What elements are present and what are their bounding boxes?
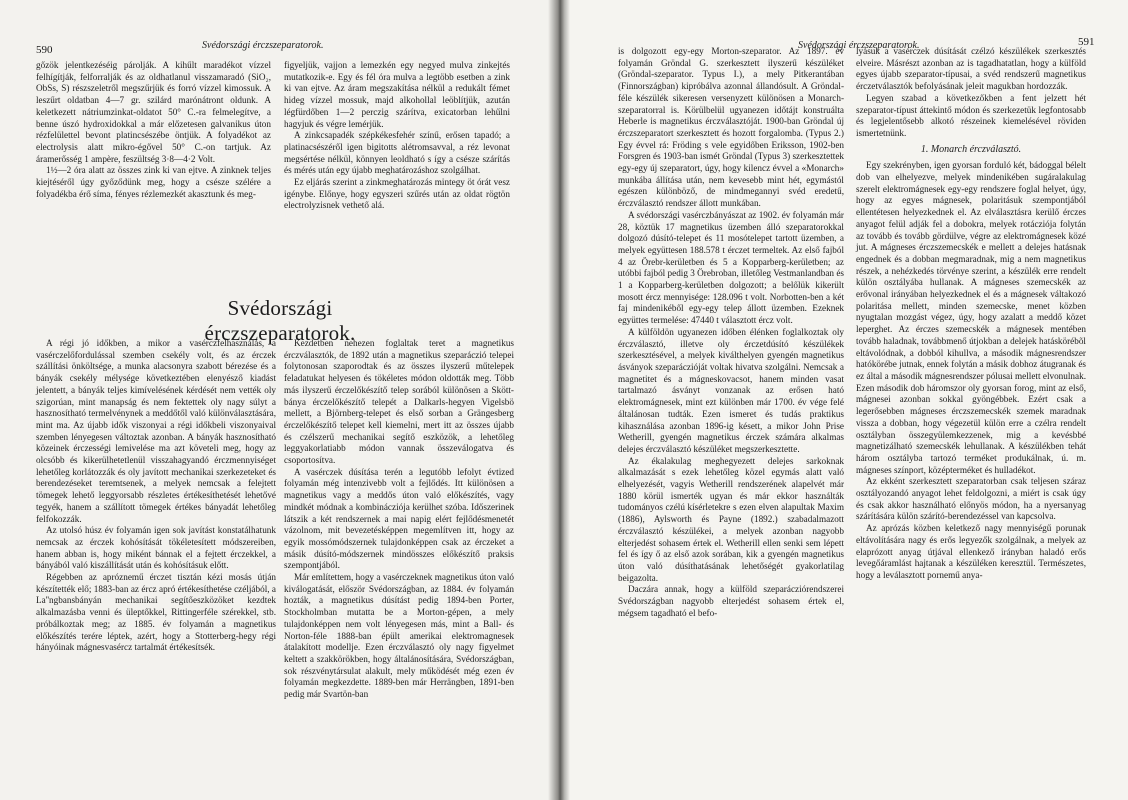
running-head: Svédországi érczszeparatorok.: [202, 40, 324, 51]
book-gutter: [548, 0, 570, 800]
article-title: Svédországi érczszeparatorok.: [204, 296, 356, 345]
paragraph: A vasérczek dúsítása terén a legutóbb lefolyt évtized folyamán még intenzivebb volt a fejlődés. Itt különösen a magnetikus vagy a meddős úton való előkészítés, vagy mindkét módnak a kombinácziója kerülhet szóba. Időszerinek látszik a két rendszernek a mai napig elért fejlődésmenetét vázolnom, mit bevezetésképpen megemlítven itt, hogy az egyik mossómódszernek tulajdonképpen csak az érczeket a másik dúsító-módszernek mindösszes előkészítő praksis szempontjából.: [284, 466, 514, 571]
page-number: 591: [1078, 36, 1095, 48]
paragraph: 1½—2 óra alatt az összes zink ki van ejtve. A zinknek teljes kiejtéséről úgy győződünk meg, hogy a csésze szélére a folyadékba érő síma, fényes rézlemezkét akasztunk és meg-: [36, 165, 271, 199]
paragraph: Legyen szabad a következőkben a fent jelzett hét szeparator-típust áttekintő módon és szerkezetük legfontosabb és legjelentősebb alkotó részeinek kiemelésével röviden ismertetnünk.: [856, 92, 1086, 138]
body-column-2: [284, 338, 514, 701]
paragraph: A svédországi vasérczbányászat az 1902. év folyamán már 28, köztük 17 magnetikus üzemben álló szeparatorokkal dolgozó dúsító-telepet és 11 mosótelepet tartott üzemben, a melyek együttesen 188.578 t érczet termeltek. Az első fajból 4 az Örebr-kerületben és 5 a Kopparberg-kerületben; az utóbbi fajból pedig 3 Örebroban, illetőleg Vestmanlandban és 1 a Kopparberg-kerületben dolgozott; a belőlük kikerült mosott ércz mennyisége: 128.096 t volt. Norbotten-ben a két faj mindenikéből egy-egy telep állott üzemben. Ezeknek együttes termelése: 47440 t választott ércz volt.: [618, 209, 844, 326]
paragraph: Kezdetben nehezen foglaltak teret a magnetikus érczválasztók, de 1892 után a magnetikus szeparáczió telepei folytonosan szaporodtak és az összes ilyszerű műtelepek feladatukat helyesen és tökéletes módon oldották meg. Több más ilyszerű érczelőkészítő telep sorából különösen a Skött-bánya érczelőkészítő telepét a Dalkarls-hegyen Vigelsbö mellett, a Björnberg-telepet és első sorban a Grängesberg érczelőkészítő telepet kell kiemelni, mert itt az összes újabb és czélszerű mechanikai segítő eszközök, a lehetőleg leggyakorlatiabb módon vannak összeválogatva és csoportosítva.: [284, 338, 514, 466]
paragraph: figyeljük, vajjon a lemezkén egy negyed mulva zinkejtés mutatkozik-e. Egy és fél óra mulva a legtöbb esetben a zink ki van ejtve. Az áram megszakítása nélkül a redukált fémet hideg vízzel mossuk, majd alkohollal leöblítjük, azután légfürdőben 1—2 perczig szárítva, exicatorban lehűlni hagyjuk és végre lemérjük.: [284, 60, 510, 129]
paragraph: gőzök jelentkezéséig párolják. A kihűlt maradékot vízzel felhígítják, felforralják és az oldhatlanul visszamaradó (SiO₂, ObSs, S) részszeletről megszűrjük és forró vízzel kimossuk. A leszűrt oldatban 4—7 gr. szilárd marónátront oldunk. A keletkezett nátriumzinkat-oldatot 50° C.-ra felmelegítve, a benne úszó hydroxidokkal a már előzetesen galvanikus úton rézfelülettel bevont platincsészébe öntjük. A folyadékot az electrolysis alatt mikro-égővel 50° C.-on tartjuk. Az áramerősség 1 ampère, feszültség 3·8—4·2 Volt.: [36, 60, 271, 164]
paragraph: Ez eljárás szerint a zinkmeghatározás mintegy öt órát vesz igénybe. Előnye, hogy egyszeri szűrés után az oldat rögtön electrolyzisnek vethető alá.: [284, 177, 510, 211]
running-head: Svédországi érczszeparatorok.: [798, 40, 920, 51]
paragraph: Már említettem, hogy a vasérczeknek magnetikus úton való kiválogatását, először Svédországban, az 1884. év folyamán hozták, a magnetikus dúsítást pedig 1894-ben Porter, Stockholmban mutatta be a Morton-gépen, a mely tulajdonképpen nem volt lényegesen más, mint a Ball- és Norton-féle 1888-ban épült amerikai elektromagnesek átalakított modellje. Ezen érczválasztó oly nagy figyelmet keltett a szakkörökben, hogy általánosítására, Svédországban, sok részvénytársulat alakult, mely működését még ezen év folyamán megkezdette. 1889-ben már Herrängben, 1891-ben pedig már Svartön-ban: [284, 572, 514, 700]
page-number: 590: [36, 44, 53, 56]
paragraph: A régi jó időkben, a mikor a vasérczfelhasználás, a vasérczelőfordulással szemben csekély volt, és az érczek szállítási önköltsége, a munka alacsonyra szabott bérezése és a bányák csekély mélysége következtében elenyésző kiadást jelentett, a bányák teljes kimívelésének kérdését nem vették oly szigorúan, mint manapság és nem fektettek oly nagy súlyt a hasznosítható termelvénynek a meddőtől való különválasztására, mint ma. Az újabb idők viszonyai a régi időkbeli viszonyaival szemben lényegesen változtak azonban. A bányák hasznosítható közeinek érczességi lemivelése ma azt követeli meg, hogy az olcsóbb és kikerülhetetlenül visszahagyandó érczmennyiséget lehetőleg korlátozzák és oly javított mechanikai szerkezeteket és berendezéseket teremtsenek, a melyek nemcsak a felejtett tömegek lehető leggyorsabb részletes értékesíthetését lehetővé tegyék, hanem a szállított tömegek értékes bányadát lehetőleg felfokozzák.: [36, 338, 276, 524]
top-column-2: [284, 60, 510, 212]
paragraph: lyásuk a vasérczek dúsítását czélzó készülékek szerkesztés elveire. Másrészt azonban az is tagadhatatlan, hogy a külföld egyes újabb szeparator-típusai, a svéd rendszerű magnetikus érczetválasztók befolyásának jeleit magukban hordozzák.: [856, 46, 1086, 92]
paragraph: A zinkcsapadék szépkékesfehér színű, erősen tapadó; a platinacsészéről igen bigitotts alétromsavval, a réz levonat megsértése nélkül, könnyen leoldható s így a csésze szárítás és mérés után egy újabb meghatározáshoz szolgálhat.: [284, 130, 510, 176]
top-column-1: [36, 60, 271, 200]
body-column-1: [36, 338, 276, 654]
right-page: [556, 0, 1128, 800]
paragraph: is dolgozott egy-egy Morton-szeparator. Az 1897. év folyamán Gröndal G. szerkesztett ilyszerű készüléket (Gröndal-szeparator. Typus I.), a mely Pitkerantában (Finnországban) kipróbálva azonnal állandósult. A Gröndal-féle készülék sikeresen versenyzett különösen a Monarch-szeparatorral is. Körülbelül ugyanezen időtájt konstruálta Heberle is magnetikus érczválasztóját. 1900-ban Gröndal új érczszeparatort szerkesztett és hozott forgalomba. (Typus 2.) Egy évvel rá: Fröding s vele egyidőben Eriksson, 1902-ben Forsgren és 1903-ban ismét Gröndal (Typus 3) szerkesztettek egy-egy új szeparatort, úgy, hogy kilencz évvel a «Monarch» munkába állítása után, nem kevesebb mint hét, egymástól egészen különböző, de mindmegannyi svéd eredetű, érczválasztó rendszer állott munkában.: [618, 46, 844, 209]
paragraph: A külföldön ugyanezen időben élénken foglalkoztak oly érczválasztó, illetve oly érczetdúsító készülékek szerkesztésével, a melyek kiválthelyen gyengén magnetikus ásványok szeparáczióját voltak hivatva szolgálni. Nemcsak a magnetitet és a mágneskovacsot, hanem minden vasat tartalmazó ásványt vonzanak az erősen ható elektromágnesek, mint ezt különben már 1700. év vége felé általánosan tudták. Ezen ismeret és tudás praktikus kihasználása azonban 1896-ig késett, a mikor John Prise Wetherill, gyengén magnetikus érczek számára alkalmas delejes érczválasztó készüléket megszerkesztette.: [618, 326, 844, 454]
right-column-2: [856, 46, 1086, 582]
paragraph: Az ekként szerkesztett szeparatorban csak teljesen száraz osztályozandó anyagot lehet feldolgozni, a miért is csak úgy és csak akkor használható előnyös módon, ha a nyersanyag szárítására külön szárító-berendezéssel van kapcsolva.: [856, 476, 1086, 522]
section-subheading: 1. Monarch érczválasztó.: [920, 143, 1022, 155]
paragraph: Régebben az apróznemű érczet tisztán kézi mosás útján készítették elő; 1883-ban az ércz apró értékesíthetése czéljából, a La''ngbansbányán mechanikai segítőeszközöket kezdtek alkalmazásba venni és üleptőkkel, Rittingerféle szérekkel, stb. próbálkoztak meg; az 1885. év folyamán a magnetikus előkészítés terére léptek, azért, hogy a Stotterberg-hegy régi hányóinak mágnesvasércz tartalmát értékesítsék.: [36, 572, 276, 653]
left-page: [0, 0, 556, 800]
paragraph: Daczára annak, hogy a külföld szeparácziórendszerei Svédországban nagyobb elterjedést sohasem értek el, mégsem tagadható el befo-: [618, 584, 844, 618]
paragraph: Az ékalakulag meghegyezett delejes sarkoknak alkalmazását s ezek lehetőleg közel egymás alatt való elhelyezését, vagyis Wetherill rendszerének alapelvét már 1880 körül ismerték ugyan és már ekkor használták tudományos czélú kísérletekre s ezen elven alapultak Maxim (1886), Aylsworth és Payne (1892.) szabadalmazott érczválasztó készülékei, a melyek azonban nagyobb elterjedést sohasem értek el. Wetherill ellen senki sem lépett fel és így ő az első azok sorában, kik a gyengén magnetikus úton való dúsíthatásának lehetőségét gyakorlatilag beigazolta.: [618, 455, 844, 583]
paragraph: Az utolsó húsz év folyamán igen sok javítást konstatálhatunk nemcsak az érczek kohósítását tökéletesített módszereiben, hanem abban is, hogy miként bánnak el a fejtett érczekkel, a bányából való kiszállítását után és kohósításuk előtt.: [36, 525, 276, 571]
right-column-1: [618, 46, 844, 619]
paragraph: Az aprózás közben keletkező nagy mennyiségű porunak eltávolítására nagy és erős legyezők szolgálnak, a melyek az elaprózott anyag útjával ellenkező irányban haladó erős levegőáramlást hajtanak a készüléken keresztül. Természetes, hogy a leválasztott pornemű anya-: [856, 523, 1086, 580]
paragraph: Egy szekrényben, igen gyorsan forduló két, bádoggal bélelt dob van elhelyezve, melyek mindenikében sugáralakulag szerelt elektromágnesek egy-egy rendszere foglal helyet, úgy, hogy az egyes mágnesek, polaritásuk szempontjából ellentétesen helyezkednek el. Az elválasztásra kerülő érczes anyagot felül adják fel a dobokra, melyek rotácziója folytán az tovább és tovább gördülve, végre az elektromágnesek közé jut. A mágneses érczszemecskék e mellett a delejes hatásnak engednek és a dobban megmaradnak, mig a nem magnetikus részek, a nehézkedés törvénye szerint, a készülék erre rendelt külön osztályába hullanak. A mágneses szemecskék az erővonal irányában helyezkednek el és a mágnesek váltakozó polaritása mellett, minden szemecske, menet közben nyugtalan mozgást végez, úgy, hogy azalatt a meddő közet leperghet. Az érczes szemecskék a mágnesek mentében tovább haladnak, továbbmenő útjokban a delejek hatáskörébõl eltávolódnak, a dobból kihullva, a második mágnesrendszer hatókörébe jutnak, ennek folytán a másik dobhoz átugranak és ez által a második mágnesrendszer pólusai mellett elvonulnak. Ezen második dob háromszor oly gyorsan forog, mint az első, mágnesei azonban sokkal gyöngébbek. Ezért csak a legerősebben mágneses érczszemecskék szemek maradnak vissza a dobban, hogy végezetül külön erre a czélra rendelt osztályban összegyülemkezzenek, mig a kevésbbé magnetizálható szemecskék lehullanak. A készülékben tehát három osztályba tartozó terméket produkálnak, ú. m. mágneses színport, középterméket és hulladékot.: [856, 160, 1086, 475]
